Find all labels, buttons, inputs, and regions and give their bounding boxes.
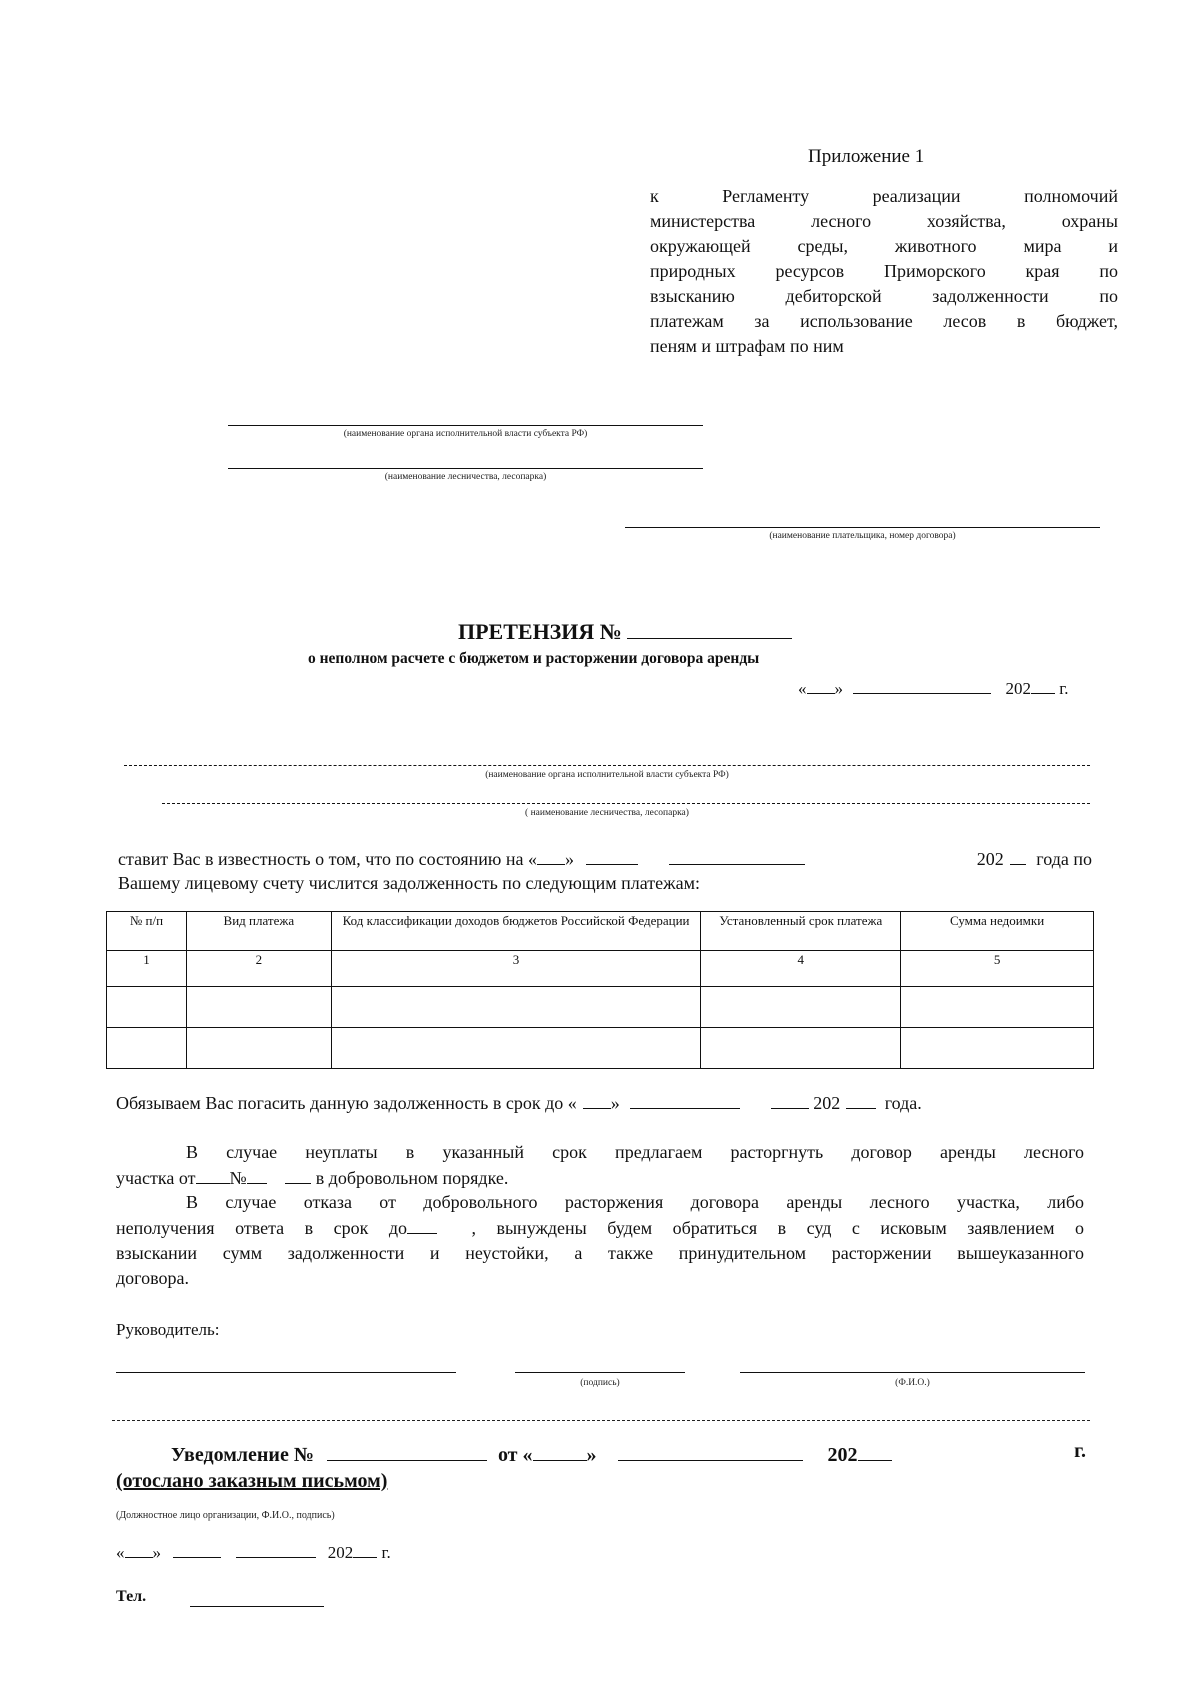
org-authority-caption-2: (наименование органа исполнительной власти субъекта РФ) <box>485 770 729 780</box>
org-authority-caption: (наименование органа исполнительной власти субъекта РФ) <box>343 429 588 439</box>
court-paragraph <box>116 1190 1084 1291</box>
table-cell[interactable] <box>701 1028 901 1069</box>
debt-table <box>106 911 1094 1069</box>
table-row <box>107 987 1094 1028</box>
notice-year-text: года по <box>1036 849 1092 869</box>
reglament-line: окружающей среды, животного мира и <box>650 236 1118 256</box>
termination-paragraph <box>116 1140 1084 1191</box>
notification-year: 202 <box>827 1444 858 1466</box>
authority-line-2 <box>124 765 1090 766</box>
obligation-text: Обязываем Вас погасить данную задолженность в срок до « <box>116 1093 577 1113</box>
notification-date-day-blank[interactable] <box>125 1540 153 1558</box>
obligation-year-blank[interactable] <box>846 1090 876 1109</box>
table-cell[interactable] <box>331 1028 701 1069</box>
table-header-row <box>107 912 1094 951</box>
appendix-title: Приложение 1 <box>808 146 925 167</box>
fio-line[interactable] <box>740 1372 1085 1373</box>
claim-subtitle: о неполном расчете с бюджетом и расторжении договора аренды <box>308 650 760 667</box>
forestry-caption-2: ( наименование лесничества, лесопарка) <box>525 808 689 818</box>
obligation-year-text: года. <box>884 1093 922 1113</box>
notification-number-blank[interactable] <box>327 1440 487 1461</box>
contract-number-blank-2[interactable] <box>285 1165 311 1184</box>
table-cell[interactable] <box>901 1028 1094 1069</box>
position-line <box>116 1372 456 1373</box>
reglament-line: пеням и штрафам по ним <box>650 336 844 356</box>
notification-date-month-blank-2[interactable] <box>236 1540 316 1558</box>
date-year-suffix: г. <box>1059 679 1069 698</box>
table-cell[interactable] <box>186 1028 331 1069</box>
tel-label: Тел. <box>116 1588 147 1605</box>
table-header-cell: Установленный срок платежа <box>701 912 901 951</box>
date-year: 202 <box>1005 679 1031 698</box>
reglament-line: министерства лесного хозяйства, охраны <box>650 211 1118 231</box>
notice-quote: » <box>564 849 574 869</box>
termination-text-end: в добровольном порядке. <box>315 1168 509 1188</box>
notification-date <box>116 1540 391 1563</box>
obligation-day-blank[interactable] <box>583 1090 611 1109</box>
tel-line[interactable] <box>190 1606 324 1607</box>
notification-date-suffix: г. <box>381 1543 391 1562</box>
contract-date-blank[interactable] <box>196 1165 230 1184</box>
termination-line-1: В случае неуплаты в указанный срок предлагаем расторгнуть договор аренды лесного <box>186 1142 1084 1162</box>
obligation-quote: » <box>610 1093 620 1113</box>
reglament-line: взысканию дебиторской задолженности по <box>650 286 1118 306</box>
date-day-blank[interactable] <box>807 676 835 694</box>
termination-line-2 <box>116 1165 1084 1191</box>
notification-title: Уведомление № <box>171 1444 314 1466</box>
notification-date-year-blank[interactable] <box>353 1540 377 1558</box>
table-cell: 5 <box>901 951 1094 987</box>
table-cell[interactable] <box>107 1028 187 1069</box>
notice-paragraph <box>118 846 1092 895</box>
table-cell: 3 <box>331 951 701 987</box>
obligation-year: 202 <box>813 1093 841 1113</box>
notification-from: от « <box>497 1444 533 1466</box>
table-header-cell: Сумма недоимки <box>901 912 1094 951</box>
forestry-line-2 <box>162 803 1090 804</box>
signature-line[interactable] <box>515 1372 685 1373</box>
table-cell: 1 <box>107 951 187 987</box>
notice-text: ставит Вас в известность о том, что по состоянию на « <box>118 849 537 869</box>
table-cell[interactable] <box>901 987 1094 1028</box>
table-cell[interactable] <box>186 987 331 1028</box>
table-cell[interactable] <box>107 987 187 1028</box>
table-row <box>107 1028 1094 1069</box>
table-header-cell: № п/п <box>107 912 187 951</box>
notification-date-close: » <box>152 1543 161 1562</box>
table-cell: 4 <box>701 951 901 987</box>
reglament-line: платежам за использование лесов в бюджет, <box>650 311 1118 331</box>
date-month-blank[interactable] <box>853 676 991 694</box>
table-header-cell: Код классификации доходов бюджетов Российской Федерации <box>331 912 701 951</box>
notice-year: 202 <box>976 849 1004 869</box>
notification-date-open: « <box>116 1543 125 1562</box>
fio-caption: (Ф.И.О.) <box>895 1378 930 1388</box>
notice-day-blank[interactable] <box>537 846 565 865</box>
table-header-cell: Вид платежа <box>186 912 331 951</box>
court-line-3: взыскании сумм задолженности и неустойки, а также принудительном расторжении вышеуказанного <box>116 1243 1084 1263</box>
notification-date-month-blank[interactable] <box>173 1540 221 1558</box>
reglament-line: к Регламенту реализации полномочий <box>650 186 1118 206</box>
obligation-month-blank-2[interactable] <box>771 1090 809 1109</box>
notice-line-2: Вашему лицевому счету числится задолженность по следующим платежам: <box>118 873 700 893</box>
table-cell: 2 <box>186 951 331 987</box>
claim-title <box>458 616 792 645</box>
notice-year-blank[interactable] <box>1010 846 1026 865</box>
notification-date-year: 202 <box>327 1543 354 1562</box>
reglament-line: природных ресурсов Приморского края по <box>650 261 1118 281</box>
court-line-1: В случае отказа от добровольного расторжения договора аренды лесного участка, либо <box>186 1192 1084 1212</box>
cut-separator <box>112 1420 1090 1421</box>
contract-number-blank[interactable] <box>247 1165 267 1184</box>
obligation-month-blank[interactable] <box>630 1090 740 1109</box>
forestry-caption: (наименование лесничества, лесопарка) <box>384 472 547 482</box>
notification-year-suffix: г. <box>1074 1440 1086 1462</box>
termination-text: участка от <box>116 1168 196 1188</box>
table-cell[interactable] <box>701 987 901 1028</box>
notification-year-blank[interactable] <box>858 1440 892 1461</box>
notice-month-blank[interactable] <box>586 846 638 865</box>
forestry-line <box>228 468 703 469</box>
table-cell[interactable] <box>331 987 701 1028</box>
notification-quote: » <box>586 1444 597 1466</box>
official-caption: (Должностное лицо организации, Ф.И.О., подпись) <box>116 1510 335 1521</box>
notice-line-1 <box>118 846 1092 871</box>
payer-caption: (наименование плательщика, номер договора) <box>769 531 956 541</box>
head-label: Руководитель: <box>116 1320 220 1339</box>
date-close-quote: » <box>834 679 843 698</box>
date-open-quote: « <box>798 679 807 698</box>
claim-title-text: ПРЕТЕНЗИЯ № <box>458 619 622 644</box>
notification-month-blank[interactable] <box>618 1440 803 1461</box>
reply-deadline-blank[interactable] <box>407 1215 437 1234</box>
court-line-4: договора. <box>116 1268 189 1288</box>
notification-day-blank[interactable] <box>533 1440 587 1461</box>
obligation-line <box>116 1090 922 1114</box>
contract-number-sign: № <box>229 1168 247 1188</box>
claim-number-blank[interactable] <box>627 616 792 639</box>
reglament-reference <box>650 184 1118 359</box>
court-text: неполучения ответа в срок до <box>116 1218 407 1238</box>
notification-line <box>116 1440 1086 1467</box>
payer-line <box>625 527 1100 528</box>
signature-caption: (подпись) <box>580 1378 620 1388</box>
table-number-row <box>107 951 1094 987</box>
date-year-blank[interactable] <box>1031 676 1055 694</box>
notification-sent: (отослано заказным письмом) <box>116 1470 388 1492</box>
court-line-2 <box>116 1215 1084 1241</box>
notice-month-blank-2[interactable] <box>669 846 805 865</box>
claim-date <box>798 676 1069 699</box>
org-authority-line <box>228 425 703 426</box>
court-text-2: , вынуждены будем обратиться в суд с исковым заявлением о <box>471 1218 1084 1238</box>
